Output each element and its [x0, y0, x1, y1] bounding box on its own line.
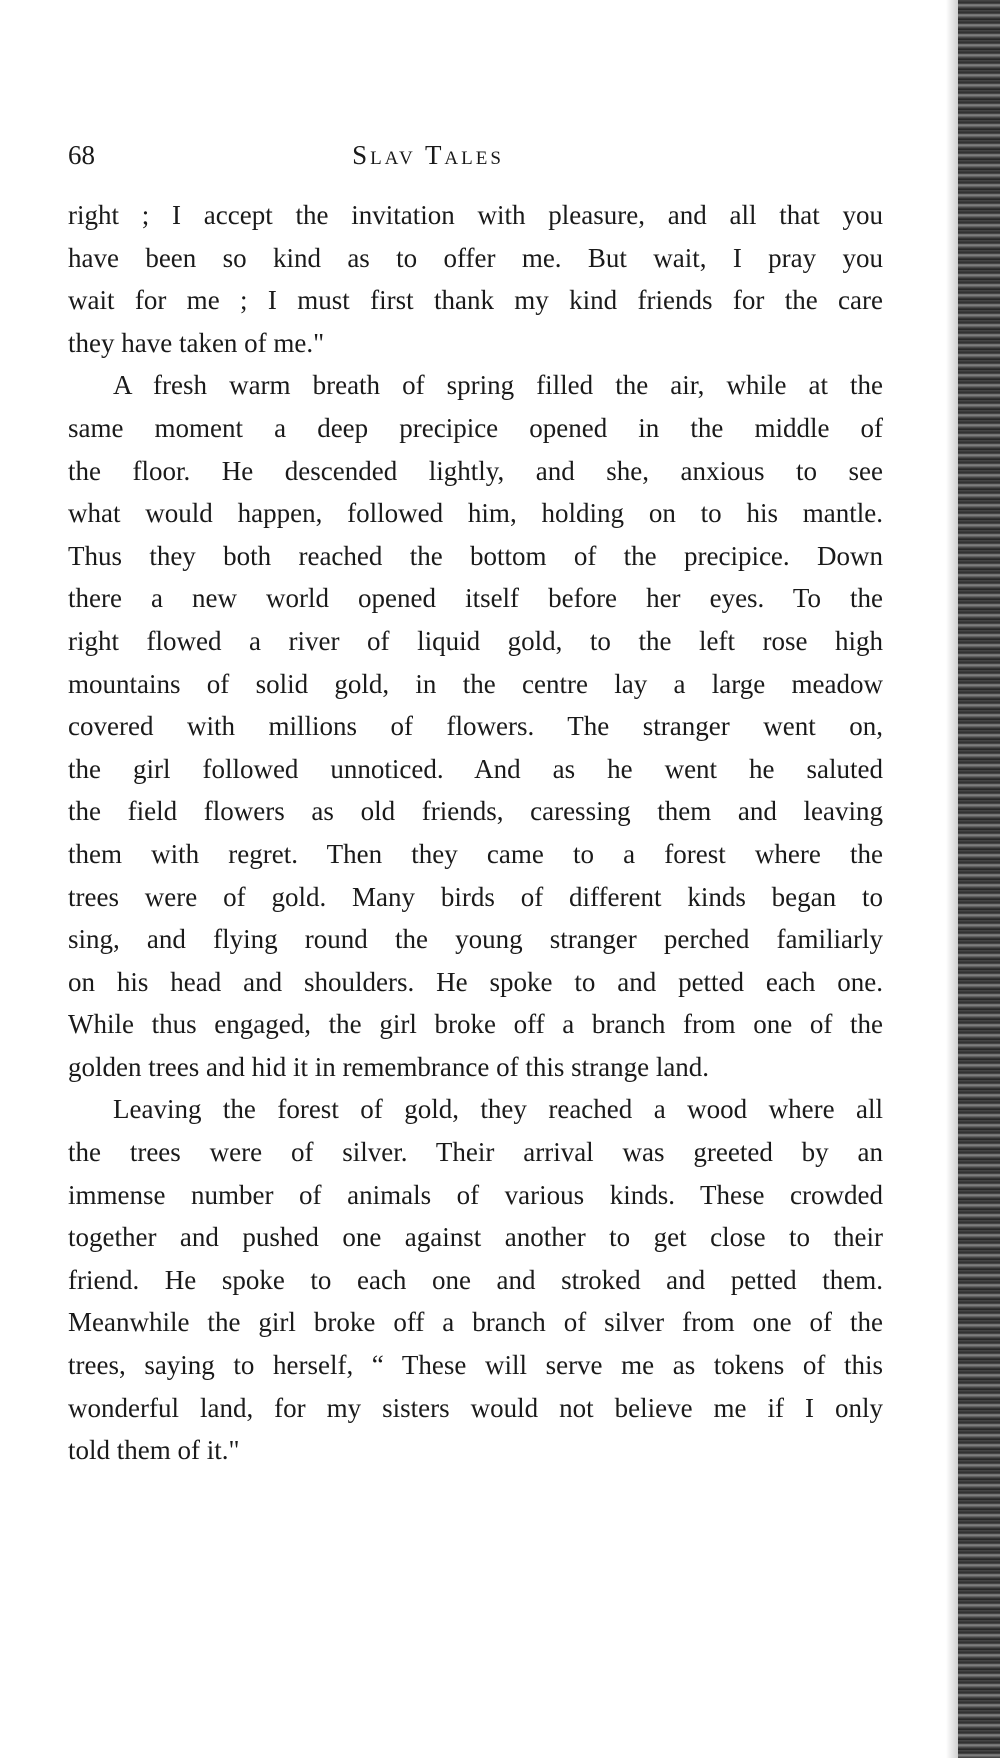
text-line: they have taken of me."	[68, 327, 325, 358]
page-gutter-shadow	[946, 0, 958, 1758]
paragraph	[68, 194, 883, 364]
text-line: trees, saying to herself, “ These will serve me as tokens of this	[68, 1350, 883, 1381]
text-line: there a new world opened itself before her eyes. To the	[68, 583, 883, 614]
text-line: the girl followed unnoticed. And as he went he saluted	[68, 753, 883, 784]
text-line: right ; I accept the invitation with pleasure, and all that you	[68, 200, 883, 230]
text-line: the trees were of silver. Their arrival was greeted by an	[68, 1137, 883, 1168]
text-line: Thus they both reached the bottom of the precipice. Down	[68, 540, 883, 571]
paragraph	[68, 364, 883, 1088]
text-line: trees were of gold. Many birds of different kinds began to	[68, 881, 883, 912]
text-line: While thus engaged, the girl broke off a branch from one of the	[68, 1009, 883, 1040]
text-line: friend. He spoke to each one and stroked and petted them.	[68, 1264, 883, 1295]
text-line: right flowed a river of liquid gold, to the left rose high	[68, 625, 883, 656]
text-line: mountains of solid gold, in the centre lay a large meadow	[68, 668, 883, 699]
text-line: sing, and flying round the young stranger perched familiarly	[68, 924, 883, 955]
book-spine-edge	[958, 0, 1000, 1758]
text-line: immense number of animals of various kinds. These crowded	[68, 1179, 883, 1210]
text-line: what would happen, followed him, holding on to his mantle.	[68, 498, 883, 529]
text-line: Leaving the forest of gold, they reached a wood where all	[113, 1094, 883, 1125]
text-line: the field flowers as old friends, caressing them and leaving	[68, 796, 883, 827]
text-line: told them of it."	[68, 1435, 240, 1466]
text-line: the floor. He descended lightly, and she, anxious to see	[68, 455, 883, 486]
text-line: on his head and shoulders. He spoke to and petted each one.	[68, 966, 883, 997]
text-line: have been so kind as to offer me. But wait, I pray you	[68, 242, 883, 273]
text-line: together and pushed one against another to get close to their	[68, 1222, 883, 1253]
page-number: 68	[68, 140, 95, 170]
body-text	[68, 194, 883, 1472]
text-line: wait for me ; I must first thank my kind friends for the care	[68, 285, 883, 316]
text-line: Meanwhile the girl broke off a branch of silver from one of the	[68, 1307, 883, 1338]
text-line: wonderful land, for my sisters would not believe me if I only	[68, 1392, 883, 1423]
text-line: golden trees and hid it in remembrance of this strange land.	[68, 1051, 710, 1082]
text-line: them with regret. Then they came to a forest where the	[68, 838, 883, 869]
running-head	[68, 140, 883, 180]
paragraph	[68, 1088, 883, 1471]
text-line: covered with millions of flowers. The stranger went on,	[68, 711, 883, 742]
text-line: A fresh warm breath of spring filled the air, while at the	[113, 370, 883, 401]
running-title: Slav Tales	[352, 140, 504, 170]
text-line: same moment a deep precipice opened in the middle of	[68, 412, 883, 443]
